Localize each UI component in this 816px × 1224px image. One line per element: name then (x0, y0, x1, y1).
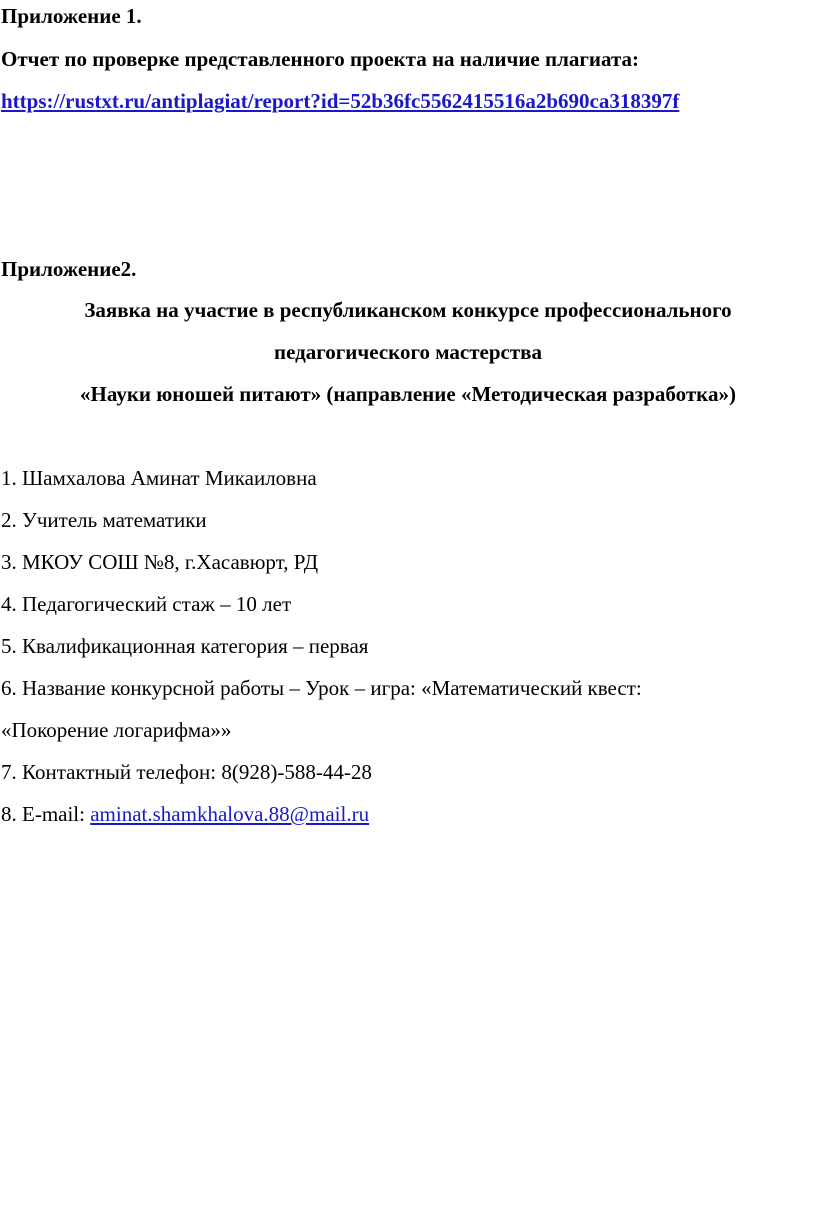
report-link[interactable]: https://rustxt.ru/antiplagiat/report?id=52b36fc5562415516a2b690ca318397f (1, 89, 680, 113)
appendix1-heading: Приложение 1. (1, 4, 142, 28)
item-email (1, 801, 369, 827)
item-category: 5. Квалификационная категория – первая (1, 634, 369, 658)
report-title: Отчет по проверке представленного проекта на наличие плагиата: (1, 47, 640, 71)
application-title-line3: «Науки юношей питают» (направление «Методическая разработка») (80, 382, 736, 406)
application-title-line1: Заявка на участие в республиканском конкурсе профессионального (84, 298, 732, 322)
email-link[interactable]: aminat.shamkhalova.88@mail.ru (90, 802, 370, 826)
email-label: 8. E-mail: (1, 802, 91, 826)
item-school: 3. МКОУ СОШ №8, г.Хасавюрт, РД (1, 550, 319, 574)
item-experience: 4. Педагогический стаж – 10 лет (1, 592, 292, 616)
appendix2-heading: Приложение2. (1, 257, 137, 281)
item-work-title-continued: «Покорение логарифма»» (1, 718, 232, 742)
item-work-title: 6. Название конкурсной работы – Урок – игра: «Математический квест: (1, 676, 642, 700)
item-full-name: 1. Шамхалова Аминат Микаиловна (1, 466, 317, 490)
item-phone: 7. Контактный телефон: 8(928)-588-44-28 (1, 760, 372, 784)
report-link-line (1, 88, 679, 114)
application-title-line2: педагогического мастерства (273, 340, 543, 364)
item-position: 2. Учитель математики (1, 508, 207, 532)
